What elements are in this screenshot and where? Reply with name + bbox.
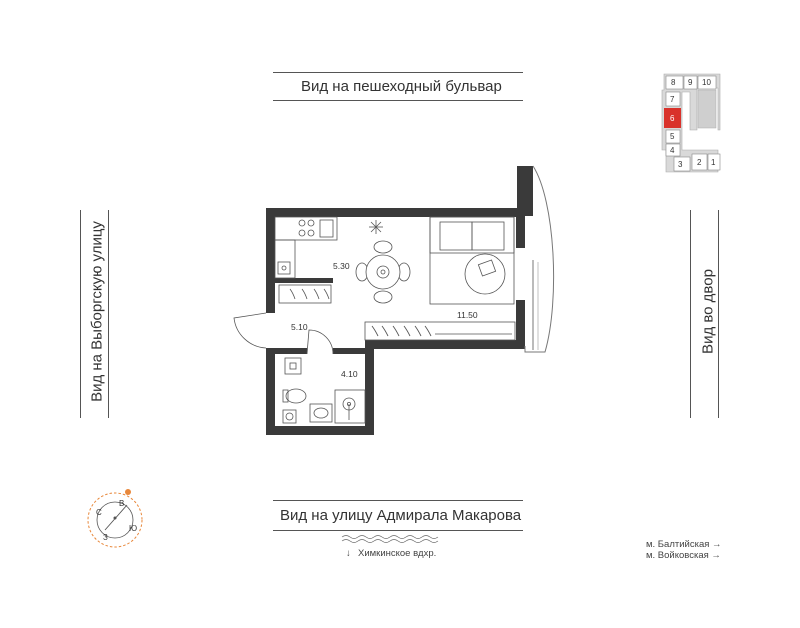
bathroom-area-label: 4.10 <box>341 369 358 379</box>
kitchen-area-label: 5.30 <box>333 261 350 271</box>
compass-north: С <box>96 508 102 517</box>
compass-west: З <box>103 533 108 542</box>
section-label-9: 9 <box>688 78 693 87</box>
hall-area-label: 5.10 <box>291 322 308 332</box>
compass <box>88 489 142 547</box>
compass-east: В <box>119 499 125 508</box>
apartment-plan <box>234 166 554 435</box>
living-area-label: 11.50 <box>457 310 478 320</box>
entry-door[interactable] <box>234 313 266 348</box>
section-label-5: 5 <box>670 132 675 141</box>
metro-baltiyskaya: м. Балтийская → <box>646 539 722 550</box>
hangers-living <box>372 326 431 336</box>
water-arrow: ↓ <box>346 548 351 559</box>
section-label-10: 10 <box>702 78 711 87</box>
building-section-map <box>662 74 720 172</box>
section-label-2: 2 <box>697 158 702 167</box>
left-view-label: Вид на Выборгскую улицу <box>88 221 106 402</box>
dining-table <box>356 241 410 303</box>
sofa <box>430 217 514 304</box>
section-label-3: 3 <box>678 160 683 169</box>
bathroom-fixtures <box>283 358 365 423</box>
right-view-label: Вид во двор <box>699 269 717 354</box>
section-label-6: 6 <box>670 114 675 123</box>
water-waves-icon <box>342 536 438 543</box>
section-label-4: 4 <box>670 146 675 155</box>
ceiling-light-icon <box>369 220 383 234</box>
section-label-8: 8 <box>671 78 676 87</box>
top-view-label: Вид на пешеходный бульвар <box>301 78 502 95</box>
metro-voykovskaya: м. Войковская → <box>646 550 721 561</box>
kitchen-counter <box>275 217 337 278</box>
section-label-7: 7 <box>670 95 675 104</box>
bathroom-door[interactable] <box>307 330 333 354</box>
section-label-1: 1 <box>711 158 716 167</box>
water-label: Химкинское вдхр. <box>358 548 437 559</box>
wardrobe-hall <box>279 285 331 303</box>
wardrobe-living <box>365 322 515 340</box>
compass-south: Ю <box>129 524 138 533</box>
bottom-view-label: Вид на улицу Адмирала Макарова <box>280 507 522 524</box>
